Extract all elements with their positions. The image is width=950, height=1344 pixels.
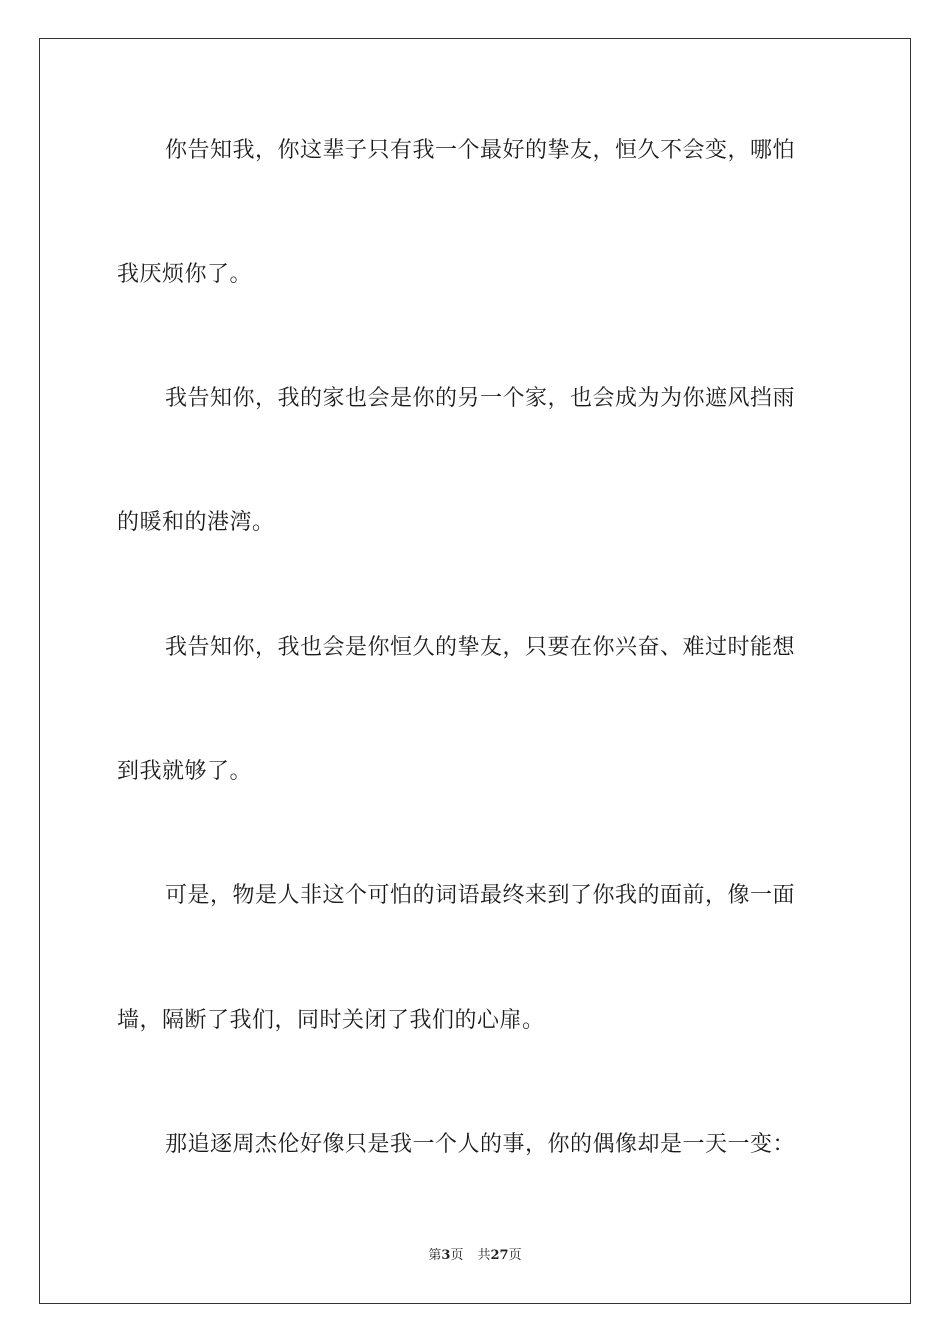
total-suffix: 页: [508, 1248, 522, 1263]
page-number: 3: [441, 1248, 451, 1263]
paragraph-line: 的暖和的港湾。: [117, 510, 275, 535]
total-prefix: 共: [477, 1248, 491, 1263]
paragraph-line: 我告知你，我也会是你恒久的挚友，只要在你兴奋、难过时能想: [165, 635, 796, 660]
paragraph-line: 可是，物是人非这个可怕的词语最终来到了你我的面前，像一面: [165, 883, 796, 908]
total-pages: 27: [490, 1248, 509, 1263]
paragraph-line: 我厌烦你了。: [117, 262, 253, 287]
paragraph-line: 墙，隔断了我们，同时关闭了我们的心扉。: [117, 1008, 545, 1033]
page-footer: [0, 1246, 950, 1266]
paragraph-line: 那追逐周杰伦好像只是我一个人的事，你的偶像却是一天一变：: [165, 1132, 796, 1157]
page-frame: [39, 38, 911, 1304]
paragraph-line: 你告知我，你这辈子只有我一个最好的挚友，恒久不会变，哪怕: [165, 138, 796, 163]
paragraph-line: 到我就够了。: [117, 759, 253, 784]
paragraph-line: 我告知你，我的家也会是你的另一个家，也会成为为你遮风挡雨: [165, 386, 796, 411]
page-suffix: 页: [450, 1248, 464, 1263]
page-prefix: 第: [428, 1248, 442, 1263]
